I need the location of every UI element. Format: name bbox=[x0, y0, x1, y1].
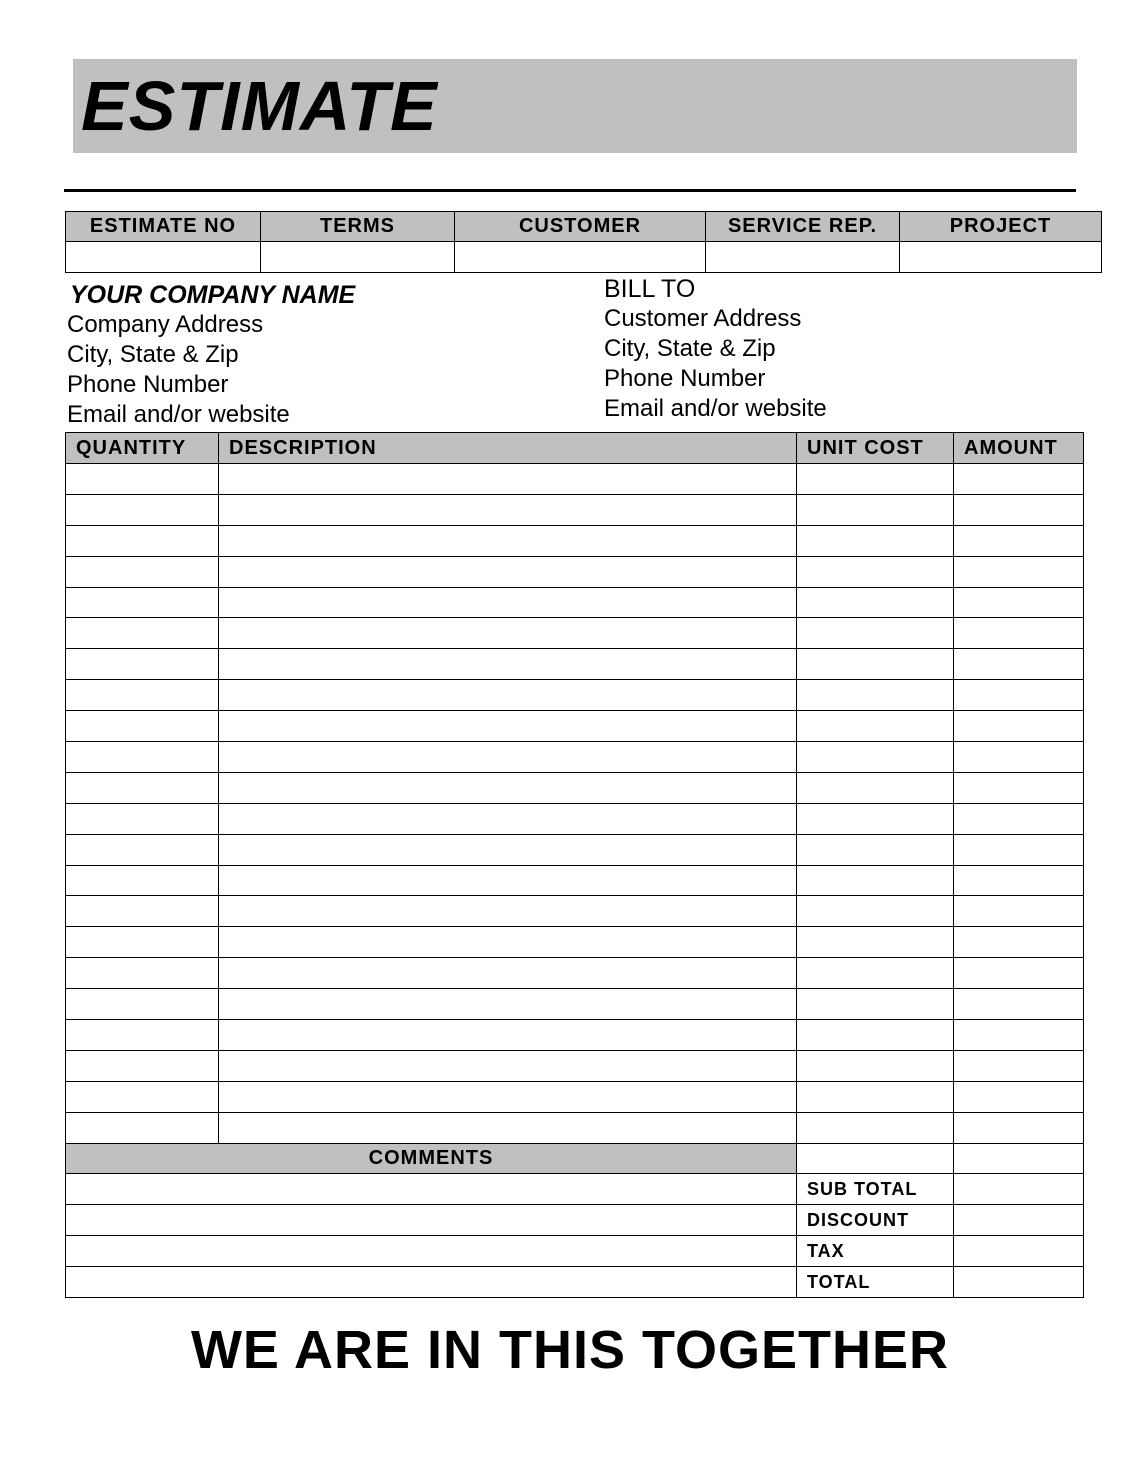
unit-cost-cell[interactable] bbox=[797, 1081, 954, 1112]
comments-line[interactable] bbox=[66, 1205, 797, 1236]
amount-cell[interactable] bbox=[954, 587, 1084, 618]
line-item-row bbox=[66, 711, 1084, 742]
line-item-row bbox=[66, 464, 1084, 495]
line-item-row bbox=[66, 803, 1084, 834]
quantity-cell[interactable] bbox=[66, 803, 219, 834]
company-city: City, State & Zip bbox=[67, 341, 239, 368]
description-cell[interactable] bbox=[219, 958, 797, 989]
amount-cell[interactable] bbox=[954, 1050, 1084, 1081]
unit-cost-cell[interactable] bbox=[797, 494, 954, 525]
customer-city: City, State & Zip bbox=[604, 335, 776, 362]
unit-cost-cell[interactable] bbox=[797, 1020, 954, 1051]
line-item-row bbox=[66, 958, 1084, 989]
description-cell[interactable] bbox=[219, 989, 797, 1020]
quantity-cell[interactable] bbox=[66, 1050, 219, 1081]
unit-cost-cell[interactable] bbox=[797, 649, 954, 680]
description-cell[interactable] bbox=[219, 494, 797, 525]
estimate-no-field[interactable] bbox=[66, 242, 261, 273]
description-cell[interactable] bbox=[219, 464, 797, 495]
quantity-cell[interactable] bbox=[66, 525, 219, 556]
customer-address: Customer Address bbox=[604, 305, 802, 332]
line-item-row bbox=[66, 618, 1084, 649]
quantity-cell[interactable] bbox=[66, 896, 219, 927]
quantity-cell[interactable] bbox=[66, 711, 219, 742]
unit-cost-cell[interactable] bbox=[797, 989, 954, 1020]
line-item-row bbox=[66, 742, 1084, 773]
quantity-cell[interactable] bbox=[66, 834, 219, 865]
comments-line[interactable] bbox=[66, 1236, 797, 1267]
company-name: YOUR COMPANY NAME bbox=[70, 281, 356, 309]
unit-cost-cell[interactable] bbox=[797, 618, 954, 649]
line-item-row bbox=[66, 772, 1084, 803]
description-cell[interactable] bbox=[219, 772, 797, 803]
header-unit-cost: UNIT COST bbox=[797, 433, 954, 464]
amount-cell[interactable] bbox=[954, 1020, 1084, 1051]
unit-cost-cell[interactable] bbox=[797, 711, 954, 742]
company-email: Email and/or website bbox=[67, 401, 290, 428]
description-cell[interactable] bbox=[219, 865, 797, 896]
amount-cell[interactable] bbox=[954, 989, 1084, 1020]
bill-to-info bbox=[604, 274, 827, 424]
unit-cost-cell[interactable] bbox=[797, 525, 954, 556]
unit-cost-cell[interactable] bbox=[797, 464, 954, 495]
unit-cost-cell[interactable] bbox=[797, 1050, 954, 1081]
line-item-row bbox=[66, 865, 1084, 896]
unit-cost-cell[interactable] bbox=[797, 587, 954, 618]
amount-cell[interactable] bbox=[954, 927, 1084, 958]
line-item-row bbox=[66, 1050, 1084, 1081]
amount-cell[interactable] bbox=[954, 618, 1084, 649]
bill-to-label: BILL TO bbox=[604, 275, 696, 303]
unit-cost-cell[interactable] bbox=[797, 834, 954, 865]
description-cell[interactable] bbox=[219, 649, 797, 680]
company-address: Company Address bbox=[67, 311, 264, 338]
customer-email: Email and/or website bbox=[604, 395, 827, 422]
unit-cost-cell[interactable] bbox=[797, 958, 954, 989]
line-item-row bbox=[66, 494, 1084, 525]
header-description: DESCRIPTION bbox=[219, 433, 797, 464]
amount-cell[interactable] bbox=[954, 680, 1084, 711]
amount-cell[interactable] bbox=[954, 742, 1084, 773]
unit-cost-cell[interactable] bbox=[797, 772, 954, 803]
description-cell[interactable] bbox=[219, 742, 797, 773]
customer-phone: Phone Number bbox=[604, 365, 766, 392]
description-cell[interactable] bbox=[219, 1020, 797, 1051]
quantity-cell[interactable] bbox=[66, 649, 219, 680]
line-items-table bbox=[65, 432, 1084, 1298]
header-amount: AMOUNT bbox=[954, 433, 1084, 464]
amount-cell[interactable] bbox=[954, 834, 1084, 865]
unit-cost-cell[interactable] bbox=[797, 896, 954, 927]
line-item-row bbox=[66, 649, 1084, 680]
amount-cell[interactable] bbox=[954, 803, 1084, 834]
amount-cell[interactable] bbox=[954, 772, 1084, 803]
header-quantity: QUANTITY bbox=[66, 433, 219, 464]
header-rule bbox=[64, 189, 1076, 192]
line-item-row bbox=[66, 896, 1084, 927]
description-cell[interactable] bbox=[219, 1112, 797, 1143]
line-item-row bbox=[66, 1081, 1084, 1112]
description-cell[interactable] bbox=[219, 803, 797, 834]
line-item-row bbox=[66, 834, 1084, 865]
unit-cost-cell[interactable] bbox=[797, 927, 954, 958]
description-cell[interactable] bbox=[219, 896, 797, 927]
description-cell[interactable] bbox=[219, 556, 797, 587]
comments-label: COMMENTS bbox=[66, 1143, 797, 1174]
tax-label: TAX bbox=[797, 1236, 954, 1267]
quantity-cell[interactable] bbox=[66, 865, 219, 896]
service-rep-field[interactable] bbox=[706, 242, 900, 273]
amount-cell[interactable] bbox=[954, 525, 1084, 556]
project-field[interactable] bbox=[900, 242, 1102, 273]
quantity-cell[interactable] bbox=[66, 1020, 219, 1051]
description-cell[interactable] bbox=[219, 525, 797, 556]
tax-value[interactable] bbox=[954, 1236, 1084, 1267]
amount-cell[interactable] bbox=[954, 556, 1084, 587]
total-value[interactable] bbox=[954, 1267, 1084, 1298]
company-info bbox=[67, 280, 355, 430]
totals-blank-value bbox=[954, 1143, 1084, 1174]
meta-header-service-rep: SERVICE REP. bbox=[706, 212, 900, 242]
slogan: WE ARE IN THIS TOGETHER bbox=[190, 1320, 950, 1380]
quantity-cell[interactable] bbox=[66, 958, 219, 989]
amount-cell[interactable] bbox=[954, 649, 1084, 680]
quantity-cell[interactable] bbox=[66, 556, 219, 587]
description-cell[interactable] bbox=[219, 618, 797, 649]
line-item-row bbox=[66, 587, 1084, 618]
quantity-cell[interactable] bbox=[66, 618, 219, 649]
description-cell[interactable] bbox=[219, 587, 797, 618]
quantity-cell[interactable] bbox=[66, 772, 219, 803]
meta-header-project: PROJECT bbox=[900, 212, 1102, 242]
discount-value[interactable] bbox=[954, 1205, 1084, 1236]
line-item-row bbox=[66, 556, 1084, 587]
unit-cost-cell[interactable] bbox=[797, 803, 954, 834]
amount-cell[interactable] bbox=[954, 464, 1084, 495]
amount-cell[interactable] bbox=[954, 1081, 1084, 1112]
line-item-row bbox=[66, 1020, 1084, 1051]
unit-cost-cell[interactable] bbox=[797, 742, 954, 773]
description-cell[interactable] bbox=[219, 927, 797, 958]
quantity-cell[interactable] bbox=[66, 927, 219, 958]
meta-header-customer: CUSTOMER bbox=[455, 212, 706, 242]
line-items-body bbox=[66, 464, 1084, 1144]
document-title: ESTIMATE bbox=[81, 67, 438, 145]
meta-header-terms: TERMS bbox=[261, 212, 455, 242]
comments-line[interactable] bbox=[66, 1174, 797, 1205]
line-item-row bbox=[66, 989, 1084, 1020]
amount-cell[interactable] bbox=[954, 494, 1084, 525]
unit-cost-cell[interactable] bbox=[797, 1112, 954, 1143]
amount-cell[interactable] bbox=[954, 896, 1084, 927]
amount-cell[interactable] bbox=[954, 711, 1084, 742]
meta-header-estimate-no: ESTIMATE NO bbox=[66, 212, 261, 242]
comments-totals-section bbox=[66, 1143, 1084, 1297]
unit-cost-cell[interactable] bbox=[797, 865, 954, 896]
amount-cell[interactable] bbox=[954, 1112, 1084, 1143]
quantity-cell[interactable] bbox=[66, 1112, 219, 1143]
line-item-row bbox=[66, 1112, 1084, 1143]
quantity-cell[interactable] bbox=[66, 680, 219, 711]
line-item-row bbox=[66, 927, 1084, 958]
totals-blank-label bbox=[797, 1143, 954, 1174]
description-cell[interactable] bbox=[219, 834, 797, 865]
customer-field[interactable] bbox=[455, 242, 706, 273]
unit-cost-cell[interactable] bbox=[797, 680, 954, 711]
terms-field[interactable] bbox=[261, 242, 455, 273]
quantity-cell[interactable] bbox=[66, 464, 219, 495]
subtotal-value[interactable] bbox=[954, 1174, 1084, 1205]
line-item-row bbox=[66, 525, 1084, 556]
quantity-cell[interactable] bbox=[66, 1081, 219, 1112]
line-item-row bbox=[66, 680, 1084, 711]
quantity-cell[interactable] bbox=[66, 742, 219, 773]
quantity-cell[interactable] bbox=[66, 587, 219, 618]
description-cell[interactable] bbox=[219, 711, 797, 742]
title-banner bbox=[73, 59, 1077, 153]
amount-cell[interactable] bbox=[954, 865, 1084, 896]
description-cell[interactable] bbox=[219, 1081, 797, 1112]
company-phone: Phone Number bbox=[67, 371, 229, 398]
amount-cell[interactable] bbox=[954, 958, 1084, 989]
estimate-meta-table bbox=[65, 211, 1102, 273]
unit-cost-cell[interactable] bbox=[797, 556, 954, 587]
description-cell[interactable] bbox=[219, 680, 797, 711]
quantity-cell[interactable] bbox=[66, 494, 219, 525]
description-cell[interactable] bbox=[219, 1050, 797, 1081]
comments-line[interactable] bbox=[66, 1267, 797, 1298]
discount-label: DISCOUNT bbox=[797, 1205, 954, 1236]
total-label: TOTAL bbox=[797, 1267, 954, 1298]
quantity-cell[interactable] bbox=[66, 989, 219, 1020]
subtotal-label: SUB TOTAL bbox=[797, 1174, 954, 1205]
